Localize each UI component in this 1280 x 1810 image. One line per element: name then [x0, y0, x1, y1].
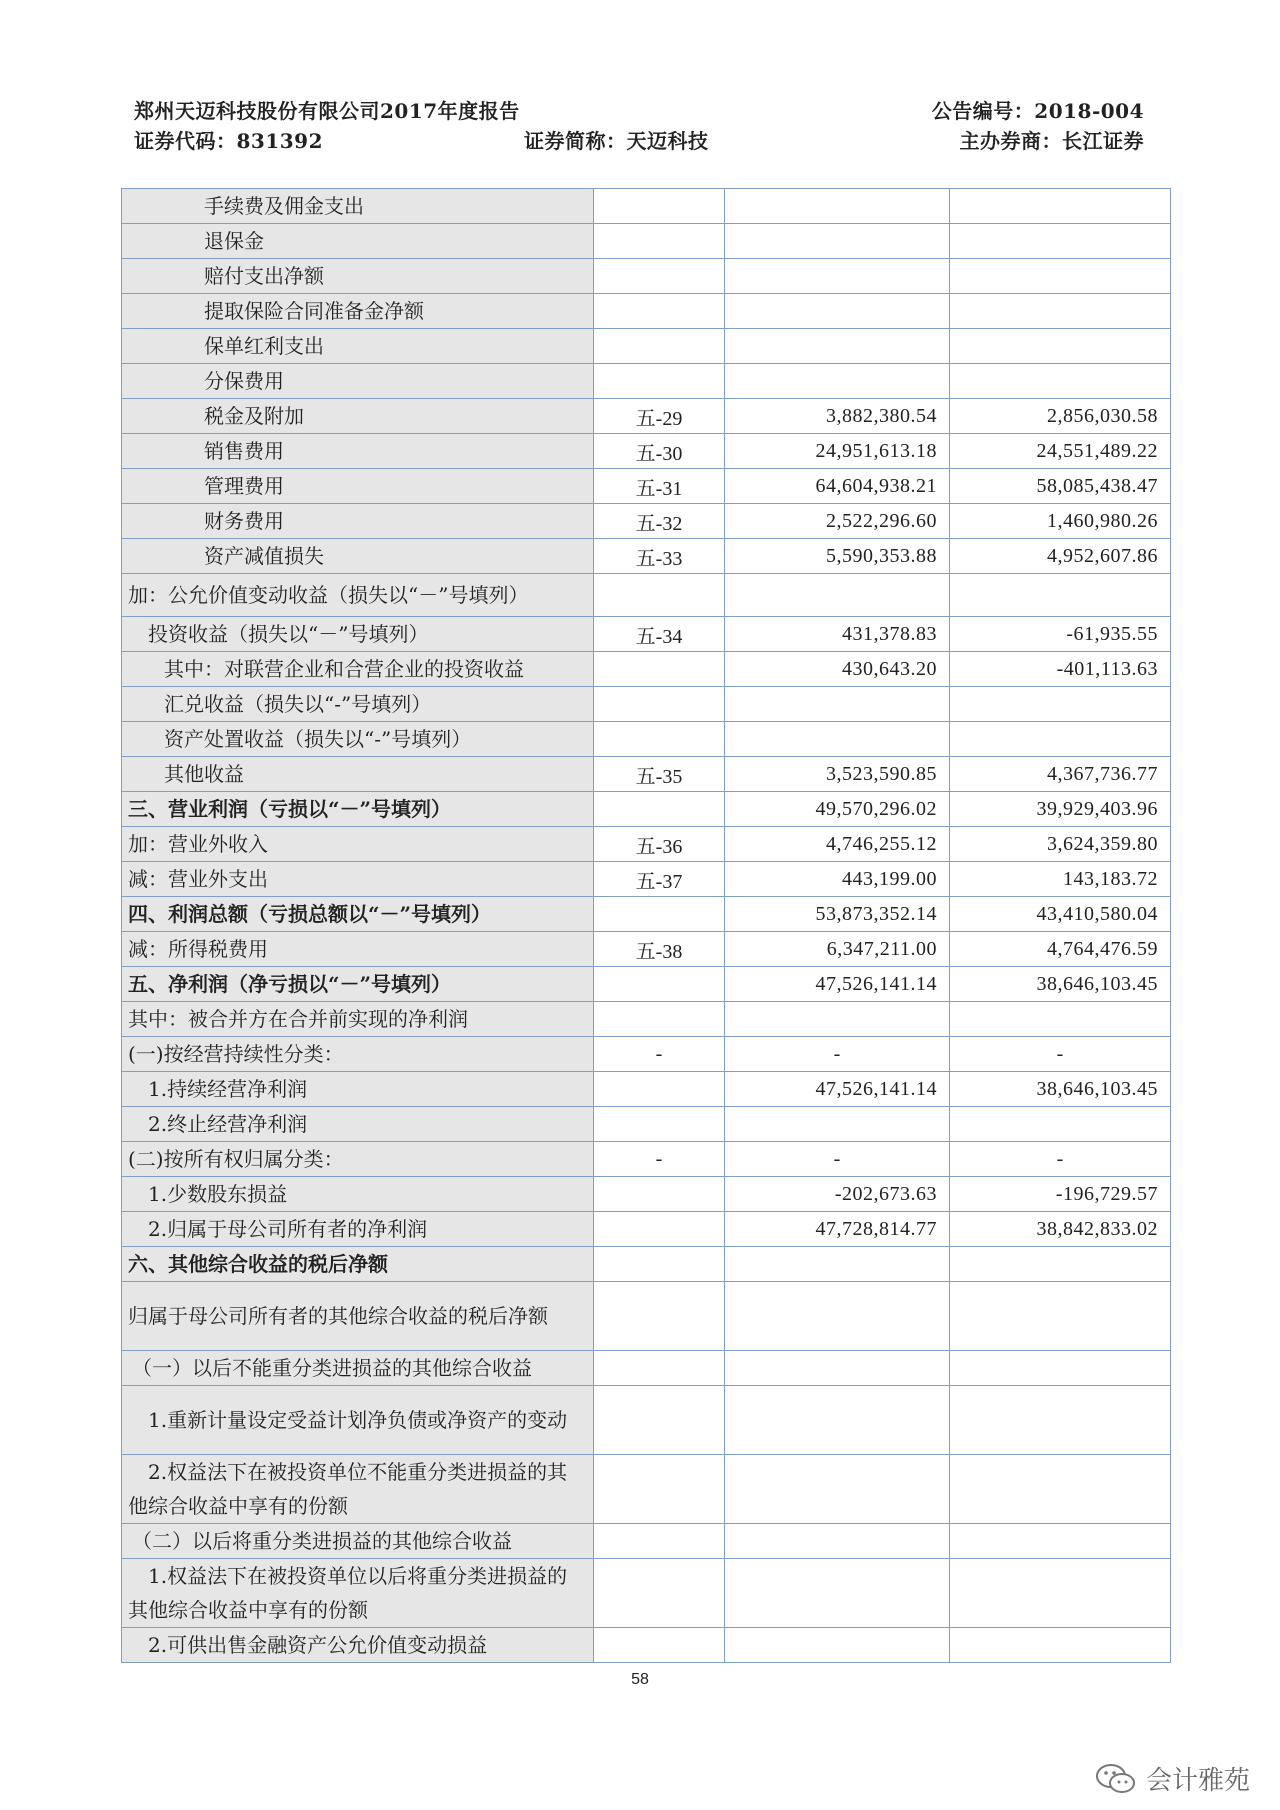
- current-period-amount: [725, 1524, 950, 1559]
- table-row: [122, 1247, 1171, 1282]
- row-label: 手续费及佣金支出: [122, 189, 594, 224]
- note-ref: 五-34: [594, 617, 725, 652]
- table-row: [122, 294, 1171, 329]
- prior-period-amount: [950, 224, 1171, 259]
- table-row: [122, 1628, 1171, 1663]
- current-period-amount: [725, 1002, 950, 1037]
- note-ref: [594, 1177, 725, 1212]
- row-label: 汇兑收益（损失以“-”号填列）: [122, 687, 594, 722]
- note-ref: [594, 574, 725, 617]
- table-row: [122, 434, 1171, 469]
- current-period-amount: -: [725, 1037, 950, 1072]
- note-ref: -: [594, 1142, 725, 1177]
- row-label: 五、净利润（净亏损以“－”号填列）: [122, 967, 594, 1002]
- table-row: [122, 722, 1171, 757]
- note-ref: [594, 329, 725, 364]
- stock-abbreviation: 证券简称：天迈科技: [524, 129, 709, 153]
- row-label: 1.权益法下在被投资单位以后将重分类进损益的其他综合收益中享有的份额: [122, 1559, 594, 1628]
- current-period-amount: [725, 1282, 950, 1351]
- note-ref: 五-35: [594, 757, 725, 792]
- row-label: 资产处置收益（损失以“-”号填列）: [122, 722, 594, 757]
- prior-period-amount: 4,952,607.86: [950, 539, 1171, 574]
- current-period-amount: 443,199.00: [725, 862, 950, 897]
- row-label: (一)按经营持续性分类：: [122, 1037, 594, 1072]
- prior-period-amount: 38,842,833.02: [950, 1212, 1171, 1247]
- note-ref: [594, 1386, 725, 1455]
- row-label: 减：所得税费用: [122, 932, 594, 967]
- table-row: [122, 617, 1171, 652]
- report-header-line-2: [134, 125, 1144, 153]
- prior-period-amount: [950, 1386, 1171, 1455]
- prior-period-amount: 38,646,103.45: [950, 1072, 1171, 1107]
- note-ref: [594, 722, 725, 757]
- current-period-amount: 24,951,613.18: [725, 434, 950, 469]
- note-ref: [594, 1107, 725, 1142]
- note-ref: 五-31: [594, 469, 725, 504]
- current-period-amount: 47,526,141.14: [725, 967, 950, 1002]
- note-ref: [594, 1628, 725, 1663]
- row-label: 2.归属于母公司所有者的净利润: [122, 1212, 594, 1247]
- prior-period-amount: 1,460,980.26: [950, 504, 1171, 539]
- table-row: [122, 1142, 1171, 1177]
- prior-period-amount: [950, 1282, 1171, 1351]
- row-label: 其中：对联营企业和合营企业的投资收益: [122, 652, 594, 687]
- note-ref: 五-29: [594, 399, 725, 434]
- current-period-amount: [725, 1107, 950, 1142]
- table-row: [122, 1386, 1171, 1455]
- prior-period-amount: 43,410,580.04: [950, 897, 1171, 932]
- current-period-amount: -202,673.63: [725, 1177, 950, 1212]
- note-ref: [594, 189, 725, 224]
- current-period-amount: [725, 189, 950, 224]
- note-ref: 五-36: [594, 827, 725, 862]
- table-row: [122, 399, 1171, 434]
- table-row: [122, 329, 1171, 364]
- note-ref: [594, 792, 725, 827]
- note-ref: [594, 1212, 725, 1247]
- table-row: [122, 504, 1171, 539]
- current-period-amount: 6,347,211.00: [725, 932, 950, 967]
- current-period-amount: 47,526,141.14: [725, 1072, 950, 1107]
- prior-period-amount: [950, 329, 1171, 364]
- page-number: 58: [631, 1671, 649, 1688]
- table-row: [122, 189, 1171, 224]
- prior-period-amount: [950, 1002, 1171, 1037]
- row-label: 加：营业外收入: [122, 827, 594, 862]
- company-report-title: 郑州天迈科技股份有限公司2017年度报告: [134, 99, 520, 123]
- note-ref: [594, 1455, 725, 1524]
- row-label: 投资收益（损失以“－”号填列）: [122, 617, 594, 652]
- current-period-amount: 53,873,352.14: [725, 897, 950, 932]
- prior-period-amount: [950, 1559, 1171, 1628]
- row-label: 财务费用: [122, 504, 594, 539]
- table-row: [122, 687, 1171, 722]
- table-row: [122, 1351, 1171, 1386]
- current-period-amount: 49,570,296.02: [725, 792, 950, 827]
- table-row: [122, 1177, 1171, 1212]
- row-label: 分保费用: [122, 364, 594, 399]
- row-label: 1.持续经营净利润: [122, 1072, 594, 1107]
- prior-period-amount: 39,929,403.96: [950, 792, 1171, 827]
- row-label: 其中：被合并方在合并前实现的净利润: [122, 1002, 594, 1037]
- watermark: [1094, 1760, 1250, 1797]
- row-label: 三、营业利润（亏损以“－”号填列）: [122, 792, 594, 827]
- note-ref: [594, 1002, 725, 1037]
- prior-period-amount: -: [950, 1037, 1171, 1072]
- table-row: [122, 224, 1171, 259]
- table-row: [122, 897, 1171, 932]
- note-ref: -: [594, 1037, 725, 1072]
- current-period-amount: 47,728,814.77: [725, 1212, 950, 1247]
- table-row: [122, 1212, 1171, 1247]
- announcement-number: 公告编号：2018-004: [931, 99, 1144, 123]
- table-row: [122, 469, 1171, 504]
- row-label: 加：公允价值变动收益（损失以“－”号填列）: [122, 574, 594, 617]
- table-row: [122, 1559, 1171, 1628]
- row-label: 管理费用: [122, 469, 594, 504]
- note-ref: [594, 1559, 725, 1628]
- prior-period-amount: [950, 574, 1171, 617]
- current-period-amount: [725, 294, 950, 329]
- row-label: 2.可供出售金融资产公允价值变动损益: [122, 1628, 594, 1663]
- note-ref: [594, 259, 725, 294]
- stock-code: 证券代码：831392: [134, 129, 323, 153]
- prior-period-amount: [950, 364, 1171, 399]
- prior-period-amount: 4,764,476.59: [950, 932, 1171, 967]
- row-label: 1.少数股东损益: [122, 1177, 594, 1212]
- prior-period-amount: [950, 1524, 1171, 1559]
- table-row: [122, 757, 1171, 792]
- prior-period-amount: 38,646,103.45: [950, 967, 1171, 1002]
- note-ref: [594, 967, 725, 1002]
- current-period-amount: [725, 1559, 950, 1628]
- row-label: 资产减值损失: [122, 539, 594, 574]
- income-statement-table: [121, 188, 1171, 1663]
- prior-period-amount: [950, 259, 1171, 294]
- current-period-amount: [725, 1351, 950, 1386]
- current-period-amount: 3,882,380.54: [725, 399, 950, 434]
- note-ref: 五-37: [594, 862, 725, 897]
- note-ref: [594, 294, 725, 329]
- table-row: [122, 574, 1171, 617]
- table-row: [122, 862, 1171, 897]
- prior-period-amount: [950, 722, 1171, 757]
- note-ref: [594, 364, 725, 399]
- prior-period-amount: [950, 1455, 1171, 1524]
- table-row: [122, 1002, 1171, 1037]
- table-row: [122, 967, 1171, 1002]
- row-label: 2.终止经营净利润: [122, 1107, 594, 1142]
- current-period-amount: 3,523,590.85: [725, 757, 950, 792]
- table-row: [122, 792, 1171, 827]
- prior-period-amount: -: [950, 1142, 1171, 1177]
- current-period-amount: [725, 687, 950, 722]
- table-row: [122, 364, 1171, 399]
- prior-period-amount: [950, 1351, 1171, 1386]
- current-period-amount: 430,643.20: [725, 652, 950, 687]
- note-ref: [594, 1247, 725, 1282]
- current-period-amount: [725, 1628, 950, 1663]
- table-row: [122, 539, 1171, 574]
- table-row: [122, 1282, 1171, 1351]
- current-period-amount: -: [725, 1142, 950, 1177]
- table-row: [122, 652, 1171, 687]
- current-period-amount: [725, 1455, 950, 1524]
- note-ref: 五-30: [594, 434, 725, 469]
- current-period-amount: 5,590,353.88: [725, 539, 950, 574]
- sponsor-broker: 主办券商：长江证券: [959, 129, 1144, 153]
- row-label: (二)按所有权归属分类：: [122, 1142, 594, 1177]
- watermark-text: 会计雅苑: [1145, 1766, 1250, 1796]
- current-period-amount: [725, 259, 950, 294]
- prior-period-amount: [950, 189, 1171, 224]
- prior-period-amount: 4,367,736.77: [950, 757, 1171, 792]
- note-ref: [594, 1351, 725, 1386]
- note-ref: [594, 224, 725, 259]
- current-period-amount: [725, 1247, 950, 1282]
- prior-period-amount: 58,085,438.47: [950, 469, 1171, 504]
- row-label: 2.权益法下在被投资单位不能重分类进损益的其他综合收益中享有的份额: [122, 1455, 594, 1524]
- row-label: 1.重新计量设定受益计划净负债或净资产的变动: [122, 1386, 594, 1455]
- table-row: [122, 1455, 1171, 1524]
- prior-period-amount: 24,551,489.22: [950, 434, 1171, 469]
- row-label: 其他收益: [122, 757, 594, 792]
- table-row: [122, 1072, 1171, 1107]
- note-ref: [594, 687, 725, 722]
- row-label: 税金及附加: [122, 399, 594, 434]
- row-label: 销售费用: [122, 434, 594, 469]
- current-period-amount: [725, 722, 950, 757]
- table-row: [122, 827, 1171, 862]
- note-ref: [594, 897, 725, 932]
- current-period-amount: 4,746,255.12: [725, 827, 950, 862]
- prior-period-amount: [950, 687, 1171, 722]
- note-ref: [594, 1072, 725, 1107]
- table-row: [122, 1524, 1171, 1559]
- row-label: 六、其他综合收益的税后净额: [122, 1247, 594, 1282]
- prior-period-amount: 2,856,030.58: [950, 399, 1171, 434]
- prior-period-amount: -196,729.57: [950, 1177, 1171, 1212]
- current-period-amount: 431,378.83: [725, 617, 950, 652]
- note-ref: [594, 1524, 725, 1559]
- row-label: （一）以后不能重分类进损益的其他综合收益: [122, 1351, 594, 1386]
- prior-period-amount: -61,935.55: [950, 617, 1171, 652]
- note-ref: [594, 652, 725, 687]
- current-period-amount: [725, 224, 950, 259]
- row-label: （二）以后将重分类进损益的其他综合收益: [122, 1524, 594, 1559]
- current-period-amount: [725, 329, 950, 364]
- prior-period-amount: -401,113.63: [950, 652, 1171, 687]
- prior-period-amount: [950, 1107, 1171, 1142]
- prior-period-amount: 3,624,359.80: [950, 827, 1171, 862]
- current-period-amount: 2,522,296.60: [725, 504, 950, 539]
- row-label: 保单红利支出: [122, 329, 594, 364]
- table-row: [122, 1037, 1171, 1072]
- row-label: 赔付支出净额: [122, 259, 594, 294]
- row-label: 提取保险合同准备金净额: [122, 294, 594, 329]
- wechat-icon: [1094, 1761, 1138, 1797]
- prior-period-amount: [950, 1247, 1171, 1282]
- current-period-amount: [725, 1386, 950, 1455]
- table-row: [122, 259, 1171, 294]
- prior-period-amount: 143,183.72: [950, 862, 1171, 897]
- table-row: [122, 1107, 1171, 1142]
- note-ref: 五-33: [594, 539, 725, 574]
- note-ref: [594, 1282, 725, 1351]
- row-label: 四、利润总额（亏损总额以“－”号填列）: [122, 897, 594, 932]
- current-period-amount: 64,604,938.21: [725, 469, 950, 504]
- report-header-line-1: [134, 95, 1144, 123]
- prior-period-amount: [950, 1628, 1171, 1663]
- prior-period-amount: [950, 294, 1171, 329]
- row-label: 减：营业外支出: [122, 862, 594, 897]
- current-period-amount: [725, 574, 950, 617]
- table-row: [122, 932, 1171, 967]
- current-period-amount: [725, 364, 950, 399]
- note-ref: 五-32: [594, 504, 725, 539]
- row-label: 退保金: [122, 224, 594, 259]
- row-label: 归属于母公司所有者的其他综合收益的税后净额: [122, 1282, 594, 1351]
- note-ref: 五-38: [594, 932, 725, 967]
